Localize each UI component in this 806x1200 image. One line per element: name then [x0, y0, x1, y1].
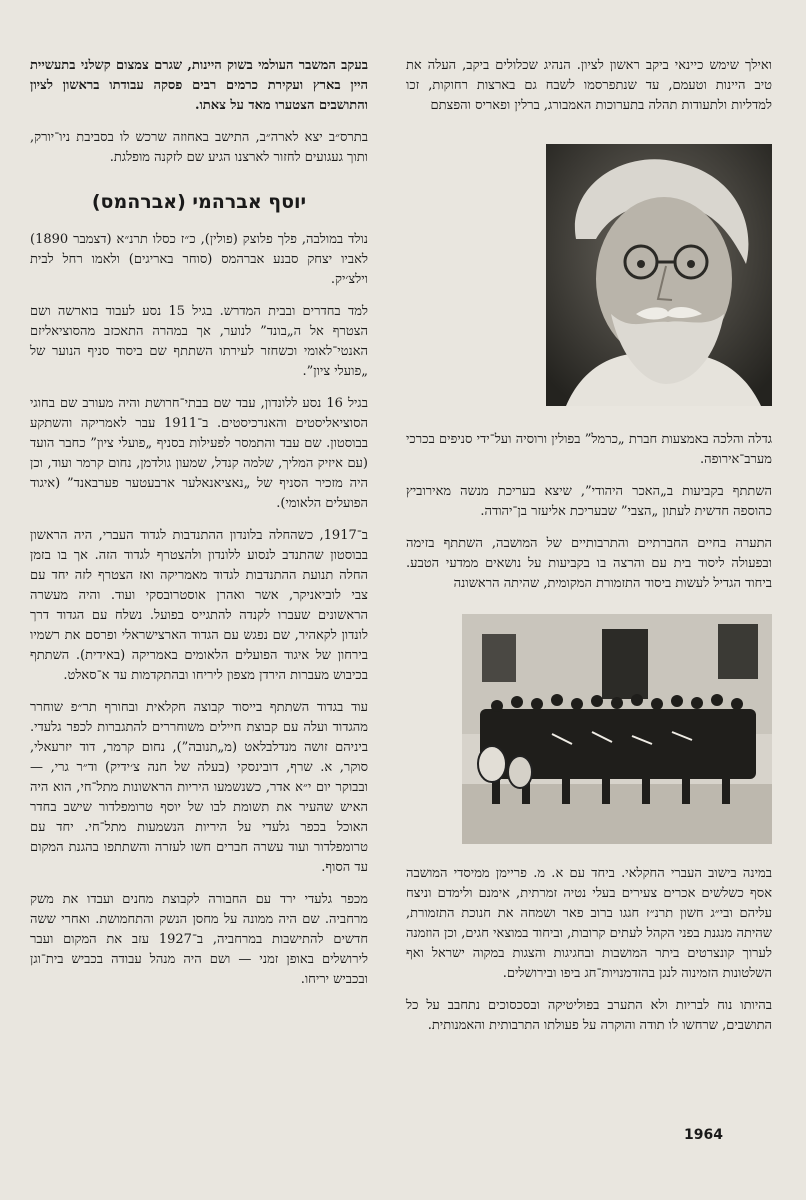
paragraph: למד בחדרים ובבית המדרש. בגיל 15 נסע לעבוד בוארשה ושם הצטרף אל ה„בונד” לנוער, אך במהרה התאכזב מהסוציאליזם האנטי־לאומי וכשחזר לעירתו השתתף שם ביסוד סניף הנוער של „פועלי ציון”.: [30, 304, 368, 379]
paragraph: נולד במולבה, פלך פלוצק (פולין), כ״ז כסלו תרנ״א (דצמבר 1890) לאביו יצחק סבנע אברהמס (סוחר באריגים) ולאמו רחל לבית וילצ׳יק.: [30, 232, 368, 287]
portrait-photo: [546, 144, 772, 406]
paragraph: ב־1917, כשהחלה בלונדון ההתנדבות לגדוד העברי, היה הראשון בבוסטון שהתנדב לנסוע ללונדון ולהצטרף לגדוד הזה. אך בו בזמן החלה תנועת ההתנדבות לגדוד מאמריקה ואז הצטרף לזה יחד עם צבי לוביאניקר, אשר ואהרן אוסטרובסקי ועוד. והיה מעשרה הראשונים שעברו לקנדה להתגייס בפועל. נשלח עם הגדוד דרך לונדון לקאהיר, שם נפגש עם הגדוד הארצישראלי ופרסם את רשמיו בירחון של איגוד הפועלים הלאומים באמריקה (באידית). השתתף בכיבוש מעברות הירדן מצפון ליריחו ובהתקדמות עד א־סאלט.: [30, 528, 368, 683]
paragraph: בתרס״ב יצא לארה״ב, התישב באחוזה שרכש לו בסביבת ניו־יורק, ותוך געגועים לחזור לארצנו הגיע שם לזקנה מופלגת.: [30, 130, 368, 165]
paragraph: ואילך שימש כיינאי ביקב ראשון לציון. הנהיג שכלולים ביקב, העלה את טיב היינות וטעמם, עד שנתפרסמו לשבח גם בארצות רחוקות, זכו למדליות ולתעודות תהלה בתערוכות האמבורג, ברלין ופאריס והפצתם: [406, 58, 772, 113]
right-column: [406, 56, 772, 1048]
left-column: [30, 56, 368, 1002]
paragraph: עוד בגדוד השתתף בייסוד קבוצה חקלאית ובחורף תר״פ שוחרר מהגדוד ועלה עם קבוצת חיילים משוחררים להתגברות לכפר גלעדי. ביניהם זושה מנדלבלאט (מ„תנובה”), נחום קרמר, דוד יזרעאלי, סוקר, א. שרף, דובינסקי (בעלה של חנה צ׳ידיק) וד״ר גרי, — ובבוקר יום י״א אדר, כשנשמעו היריות הראשונות מתל־חי, הוא היה האיש שהעיר את תשומת לבו של יוסף טרומפלדור שישב בחדר האוכל בכפר גלעדי על היריות הנשמעות מתל־חי. יחד עם טרומפלדור ועוד עשרה חברים חשו לעזרה והשתתפו בהגנת המקום עד הסוף.: [30, 700, 368, 875]
paragraph: התערה בחיים החברתיים והתרבותיים של המושבה, השתתף בזימה ובפעולה ליסוד בית עם והרצה בו בקביעות על נושאים ממדעי הטבע. ביחוד הגדיל לעשות ביסוד התזמורת המקומית, שהיתה הראשונה: [406, 536, 772, 591]
biography-heading: יוסף אברהמי (אברהמס): [91, 191, 307, 213]
page-number: 1964: [684, 1127, 723, 1143]
paragraph: גדלה והלכה באמצעות חברת „כרמל” בפולין ורוסיה ועל־ידי סניפים בכרכי מערב־אירופה.: [406, 432, 772, 467]
paragraph: השתתף בקביעות ב„האכר היהודי”, שיצא בעריכת מנשה מאירוביץ כהוספה חדשית לעתון „הצבי” שבעריכת אליעזר בן־יהודה.: [406, 484, 772, 519]
paragraph: מכפר גלעדי ירד עם החבורה לקבוצת מחנים ועבדו את משק מרחביה. שם היה ממונה על מחסן הנשק והתחמושת. ואחרי ששה חדשים להתישבות במרחביה, ב־1927 עזב את המקום ועבר לירושלים באופן זמני — ושם היה מנהל עבודה בכביש בית־וגן ובכביש יריחו.: [30, 892, 369, 987]
paragraph: בגיל 16 נסע ללונדון, עבד שם בבתי־חרושת והיה מעורב שם בחוגי הסוציאליסטים והאנרכיסטים. ב־1911 עבר לאמריקה והשתקע בבוסטון. שם עבד והתמסר לפעילות בסניף „פועלי ציון” כחבר הועד (עם איזיק המליך, שלמה קנדל, שמעון גולדמן, נחום קרמר ועוד, וכן היה מזכיר הסניף של „נאציאנאלער ארבעטער פערבאנד” (איגוד הפועלים הלאומי).: [30, 396, 368, 511]
paragraph: במינה בישוב העברי החקלאי. ביחד עם א. מ. פריימן ממיסדי המושבה אסף כשלשים אכרים צעירים בעלי נטיה זמרתית, אימנם ולימדם וניצח עליהם ובי״ג חשון תרנ״ז חגגו ברוב פאר ושמחה את חנוכת התזמורת, שהיתה מנגנת בפני הקהל לעתים קרובות, וביחוד במוצאי חגים, וכן הוזמנה לערוך קונצרטים ביתר המושבות ובחגיגות והצגות במקוה ישראל ואף השלטונות הזמינוה לנגן בהזדמנויות־חג ביפו ובירושלים.: [406, 866, 772, 981]
paragraph: בעקב המשבר העולמי בשוק היינות, שגרם צמצום קשלני בתעשיית היין בארץ ועקירת כרמים רבים פסקה עבודתו בראשון לציון והתושבים הצטערו מאד על צאתו.: [30, 58, 368, 113]
orchestra-photo: [462, 614, 772, 844]
paragraph: בהיותו נוח לבריות ולא התערב בפוליטיקה ובסכסוכים נתחבב על כל התושבים, שרחשו לו תודה והוקרה על פעולתו התרבותית והאמנותית.: [406, 998, 772, 1033]
